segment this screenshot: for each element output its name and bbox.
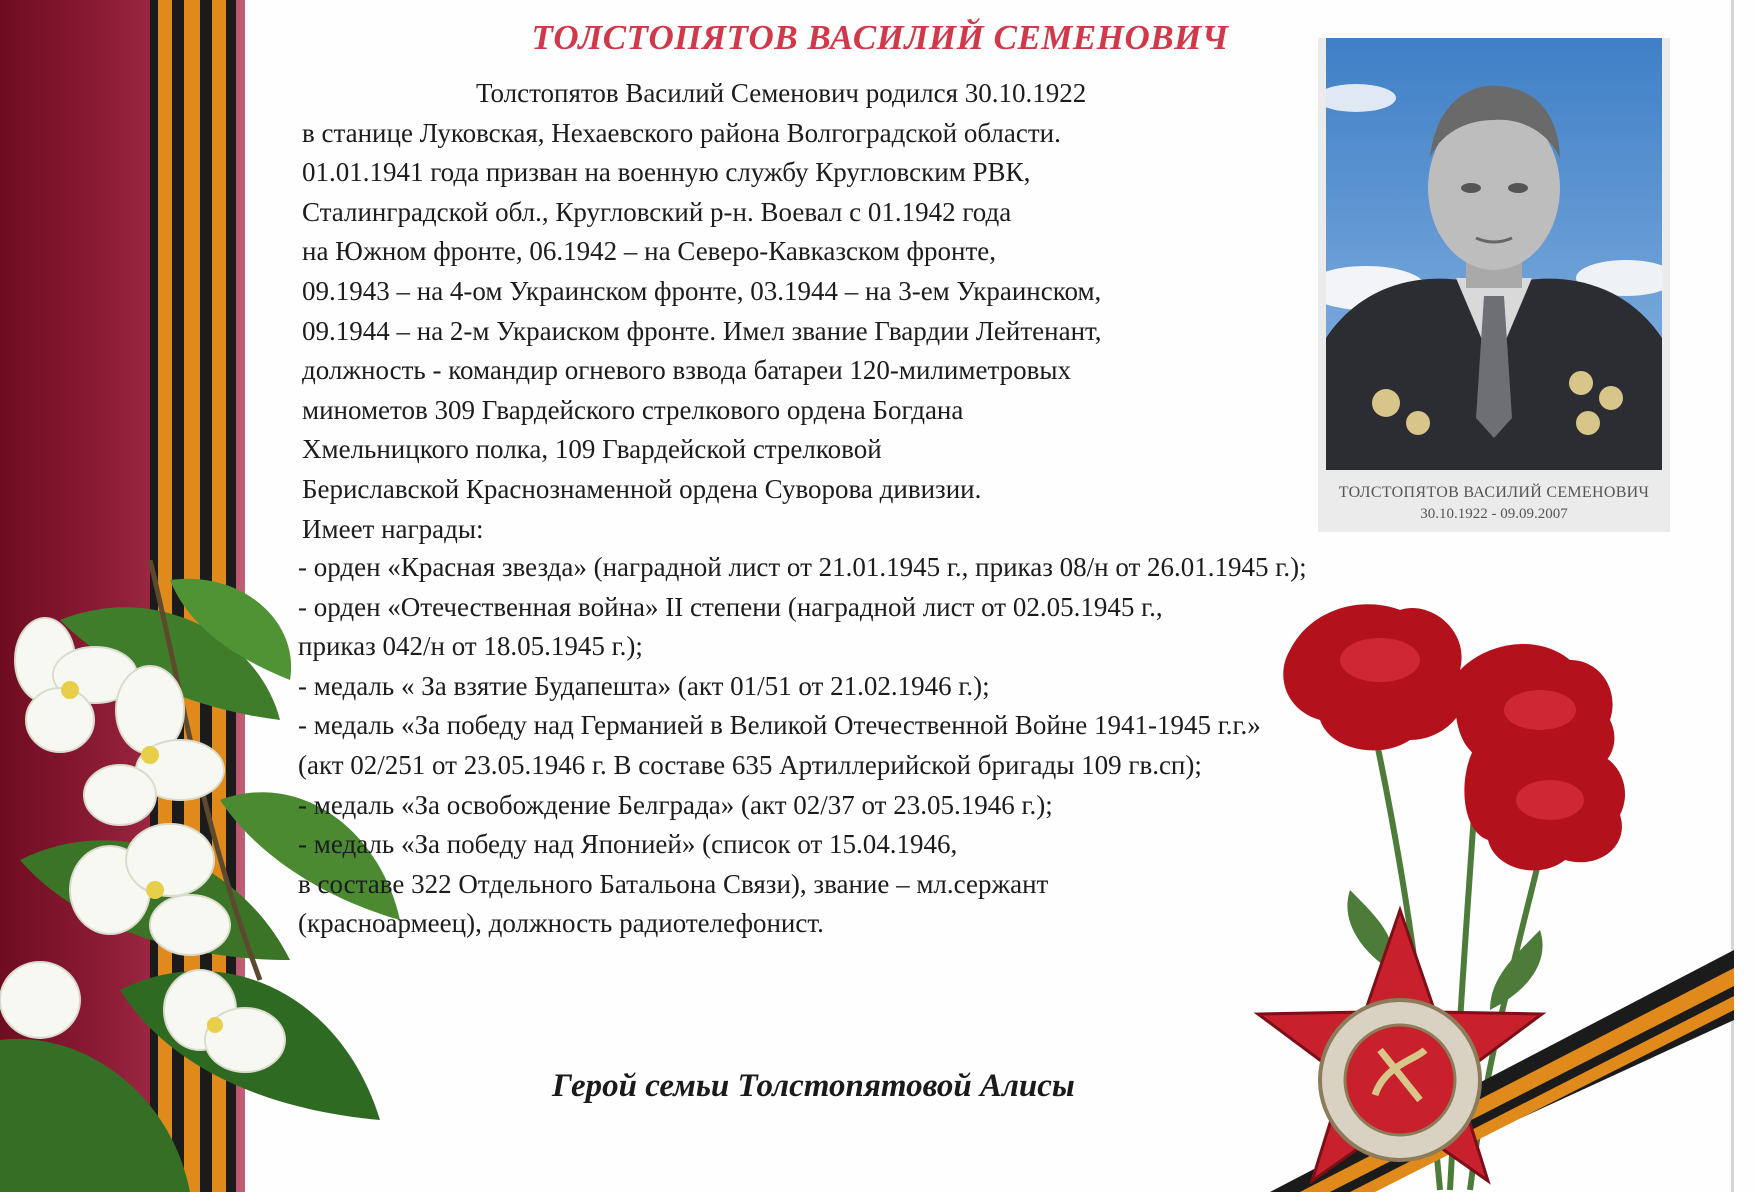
portrait-card (1318, 38, 1670, 532)
award-line: - медаль «За победу над Германией в Великой Отечественной Войне 1941-1945 г.г.» (298, 710, 1261, 741)
award-line: - медаль «За освобождение Белграда» (акт 02/37 от 23.05.1946 г.); (298, 789, 1053, 820)
bio-line: должность - командир огневого взвода батареи 120-милиметровых (302, 355, 1071, 386)
award-line: (акт 02/251 от 23.05.1946 г. В составе 635 Артиллерийской бригады 109 гв.сп); (298, 749, 1202, 780)
awards-list (298, 548, 1598, 944)
bio-line: Толстопятов Василий Семенович родился 30.10.1922 (476, 78, 1087, 108)
portrait-caption-name: ТОЛСТОПЯТОВ ВАСИЛИЙ СЕМЕНОВИЧ (1338, 484, 1650, 501)
portrait-photo (1326, 38, 1662, 470)
bio-line: Хмельницкого полка, 109 Гвардейской стрелковой (302, 434, 882, 465)
award-line: - орден «Отечественная война» II степени (наградной лист от 02.05.1945 г., (298, 591, 1163, 622)
bio-line: 09.1943 – на 4-ом Украинском фронте, 03.1944 – на 3-ем Украинском, (302, 275, 1102, 306)
awards-heading: Имеет награды: (302, 513, 484, 544)
award-line: - медаль «За победу над Японией» (список от 15.04.1946, (298, 829, 958, 860)
footer-dedication: Герой семьи Толстопятовой Алисы (552, 1068, 1075, 1104)
bio-line: в станице Луковская, Нехаевского района Волгоградской области. (302, 117, 1061, 148)
award-line: - медаль « За взятие Будапешта» (акт 01/51 от 21.02.1946 г.); (298, 670, 990, 701)
award-line: (красноармеец), должность радиотелефонист. (298, 908, 824, 939)
bio-line: 09.1944 – на 2-м Украиском фронте. Имел звание Гвардии Лейтенант, (302, 315, 1102, 346)
biography-text (302, 74, 1322, 549)
bio-line: на Южном фронте, 06.1942 – на Северо-Кавказском фронте, (302, 236, 997, 267)
bio-line: Сталинградской обл., Кругловский р-н. Воевал с 01.1942 года (302, 196, 1012, 227)
bio-line: 01.01.1941 года призван на военную службу Кругловским РВК, (302, 157, 1031, 188)
bio-line: Бериславской Краснознаменной ордена Суворова дивизии. (302, 473, 982, 504)
page-title: ТОЛСТОПЯТОВ ВАСИЛИЙ СЕМЕНОВИЧ (531, 18, 1229, 57)
bio-line: минометов 309 Гвардейского стрелкового ордена Богдана (302, 394, 964, 425)
portrait-caption-dates: 30.10.1922 - 09.09.2007 (1420, 506, 1568, 522)
award-line: - орден «Красная звезда» (наградной лист от 21.01.1945 г., приказ 08/н от 26.01.1945 г.); (298, 552, 1307, 582)
award-line: приказ 042/н от 18.05.1945 г.); (298, 631, 643, 662)
award-line: в составе 322 Отдельного Батальона Связи), звание – мл.сержант (298, 868, 1049, 899)
